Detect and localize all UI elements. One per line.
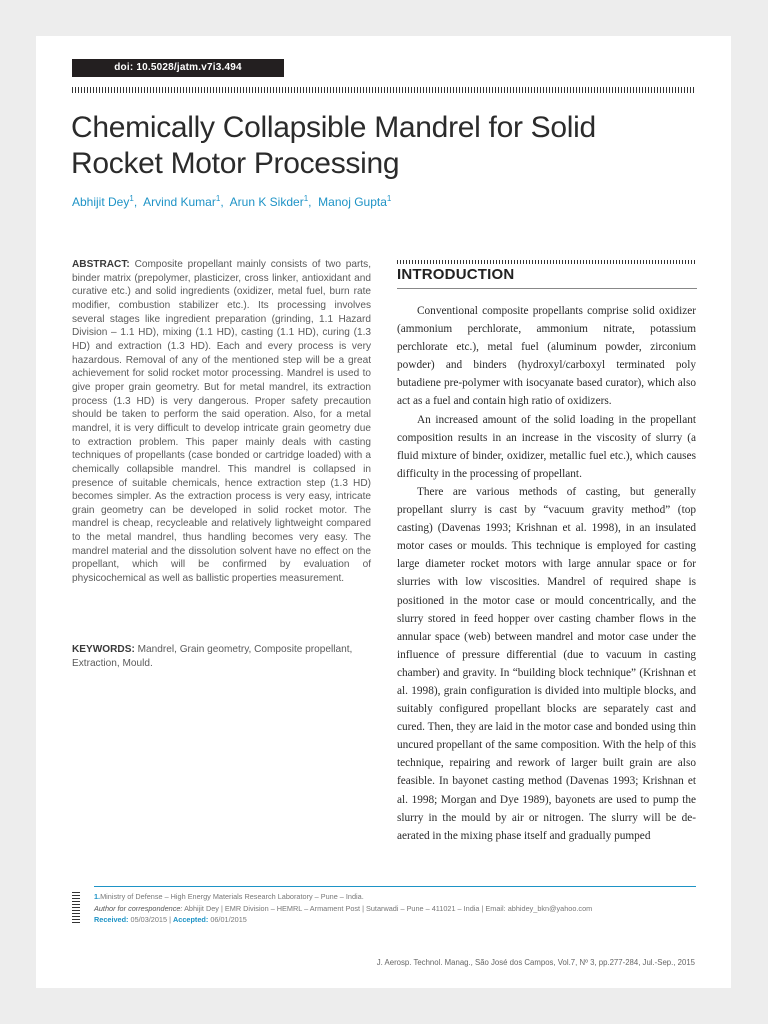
section-divider (397, 288, 697, 289)
author-name: Arvind Kumar (143, 195, 216, 209)
body-paragraph: An increased amount of the solid loading in the propellant composition results in an increase in the viscosity of slurry (a fluid mixture of binder, oxidizer, metallic fuel etc.), which causes difficulty in the processing of propellant. (397, 413, 696, 480)
author-name: Arun K Sikder (229, 195, 304, 209)
correspondence-note (94, 903, 592, 915)
author-name: Manoj Gupta (318, 195, 387, 209)
keywords-text: Mandrel, Grain geometry, Composite propellant, Extraction, Mould. (72, 644, 353, 669)
received-label: Received: (94, 915, 129, 925)
paper-page (36, 36, 731, 988)
received-date: 05/03/2015 (130, 915, 168, 925)
doi-badge: doi: 10.5028/jatm.v7i3.494 (72, 59, 284, 77)
footnote-divider (94, 886, 696, 887)
title-line-2: Rocket Motor Processing (71, 147, 400, 180)
author-list: Abhijit Dey$^1$, Arvind Kumar$^1$, Arun K Sikder$^1$, Manoj Gupta$^1$ (72, 194, 392, 209)
title-line-1: Chemically Collapsible Mandrel for Solid (71, 111, 596, 144)
body-paragraph: There are various methods of casting, but generally propellant slurry is cast by “vacuum gravity method” (top casting) (Davenas 1993; Krishnan et al. 1998), in an insulated motor cases or moulds. This technique is employed for casting large diameter rocket motors with large annular space or for slurries with low viscosities. Mandrel of required shape is positioned in the motor case or mould concentrically, and the slurry stored in feed hopper over casting chamber flows in the annular space (web) between mandrel and motor case under the influence of pressure differential (due to vacuum in casting chamber) and gravity. In “building block technique” (Krishnan et al. 1998), grain configuration is divided into multiple blocks, and suitably configured propellant blocks are separately cast and cured. Then, they are laid in the motor case and bonded using thin uncured propellant of the same composition. With the help of this technique, repairing and rework of larger built grain are also feasible. In bayonet casting method (Davenas 1993; Krishnan et al. 1998; Morgan and Dye 1989), bayonets are used to pump the slurry in the mould by air or nitrogen. The slurry will be de-aerated in the mixing phase itself and gradually pumped (397, 485, 696, 842)
body-text (397, 302, 696, 845)
accepted-label: Accepted: (173, 915, 209, 925)
affiliation-note (94, 891, 592, 903)
affiliation-text: Ministry of Defense – High Energy Materials Research Laboratory – Pune – India. (100, 892, 364, 901)
author-affiliation-mark: 1 (215, 194, 221, 203)
abstract-text: Composite propellant mainly consists of two parts, binder matrix (prepolymer, plasticizer, cross linker, antioxidant and curative etc.) and solid ingredients (oxidizer, metal fuel, burn rate modifier, combustion stabilizer etc.). Its processing involves several stages like ingredient preparation (grinding, 1.1 Hazard Division – 1.1 HD), mixing (1.1 HD), casting (1.1 HD), curing (1.3 HD) and extraction (1.3 HD). Each and every process is very hazardous. Removal of any of the mentioned step will be a great achievement for solid rocket motor processing. Mandrel is used to give proper grain geometry. But for metal mandrel, its extraction process (1.3 HD) is very dangerous. Proper safety precaution should be taken to perform the said operation. Also, for a metal mandrel, it is very difficult to develop intricate grain geometry due to extraction problem. This paper mainly deals with casting techniques of propellants (case bonded or cartridge loaded) with a chemically collapsible mandrel. This mandrel is collapsed in presence of suitable chemicals, hence extraction step (1.3 HD) becomes simpler. As the extraction process is very easy, intricate grain geometry can be developed in solid rocket motor. The mandrel is cheap, recycleable and relatively lightweight compared to the metal mandrel, thus handling becomes very easy. The mandrel material and the dissolution solvent have no effect on the propellant, which will be confirmed by evaluation of physicochemical as well as ballistic properties measurement. (72, 259, 371, 585)
dates-note: Received: 05/03/2015 | Accepted: 06/01/2015 (94, 915, 247, 925)
author-name: Abhijit Dey (72, 195, 130, 209)
paper-title (71, 110, 691, 182)
author-affiliation-mark: 1 (129, 194, 134, 203)
abstract (72, 258, 371, 586)
abstract-label: ABSTRACT: (72, 259, 130, 270)
keywords (72, 643, 371, 670)
journal-reference: J. Aerosp. Technol. Manag., São José dos Campos, Vol.7, Nº 3, pp.277-284, Jul.-Sep., 2015 (376, 958, 695, 967)
affiliation-number: 1. (94, 892, 101, 901)
correspondence-text: Abhijit Dey | EMR Division – HEMRL – Armament Post | Sutarwadi – Pune – 411021 – India | Email: abhidey_bkn@yahoo.com (184, 903, 593, 913)
body-paragraph: Conventional composite propellants comprise solid oxidizer (ammonium perchlorate, ammonium nitrate, potassium perchlorate etc.), metal fuel (aluminum powder, zirconium powder) and binders (hydroxyl/carboxyl terminated poly butadiene pre-polymer with isocyanate based curator), which also act as a fuel and contain high ratio of oxidizers. (397, 305, 696, 408)
accepted-date: 06/01/2015 (210, 915, 247, 925)
author-affiliation-mark: 1 (303, 194, 309, 203)
author-affiliation-mark: 1 (386, 194, 392, 203)
section-ruler-decoration (397, 260, 697, 264)
correspondence-label: Author for correspondence: (94, 903, 183, 913)
footnote-ruler-decoration (72, 892, 80, 924)
section-heading-introduction: INTRODUCTION (397, 266, 515, 283)
footnotes (94, 891, 592, 926)
keywords-label: KEYWORDS: (72, 644, 135, 655)
header-ruler-decoration (72, 87, 696, 93)
